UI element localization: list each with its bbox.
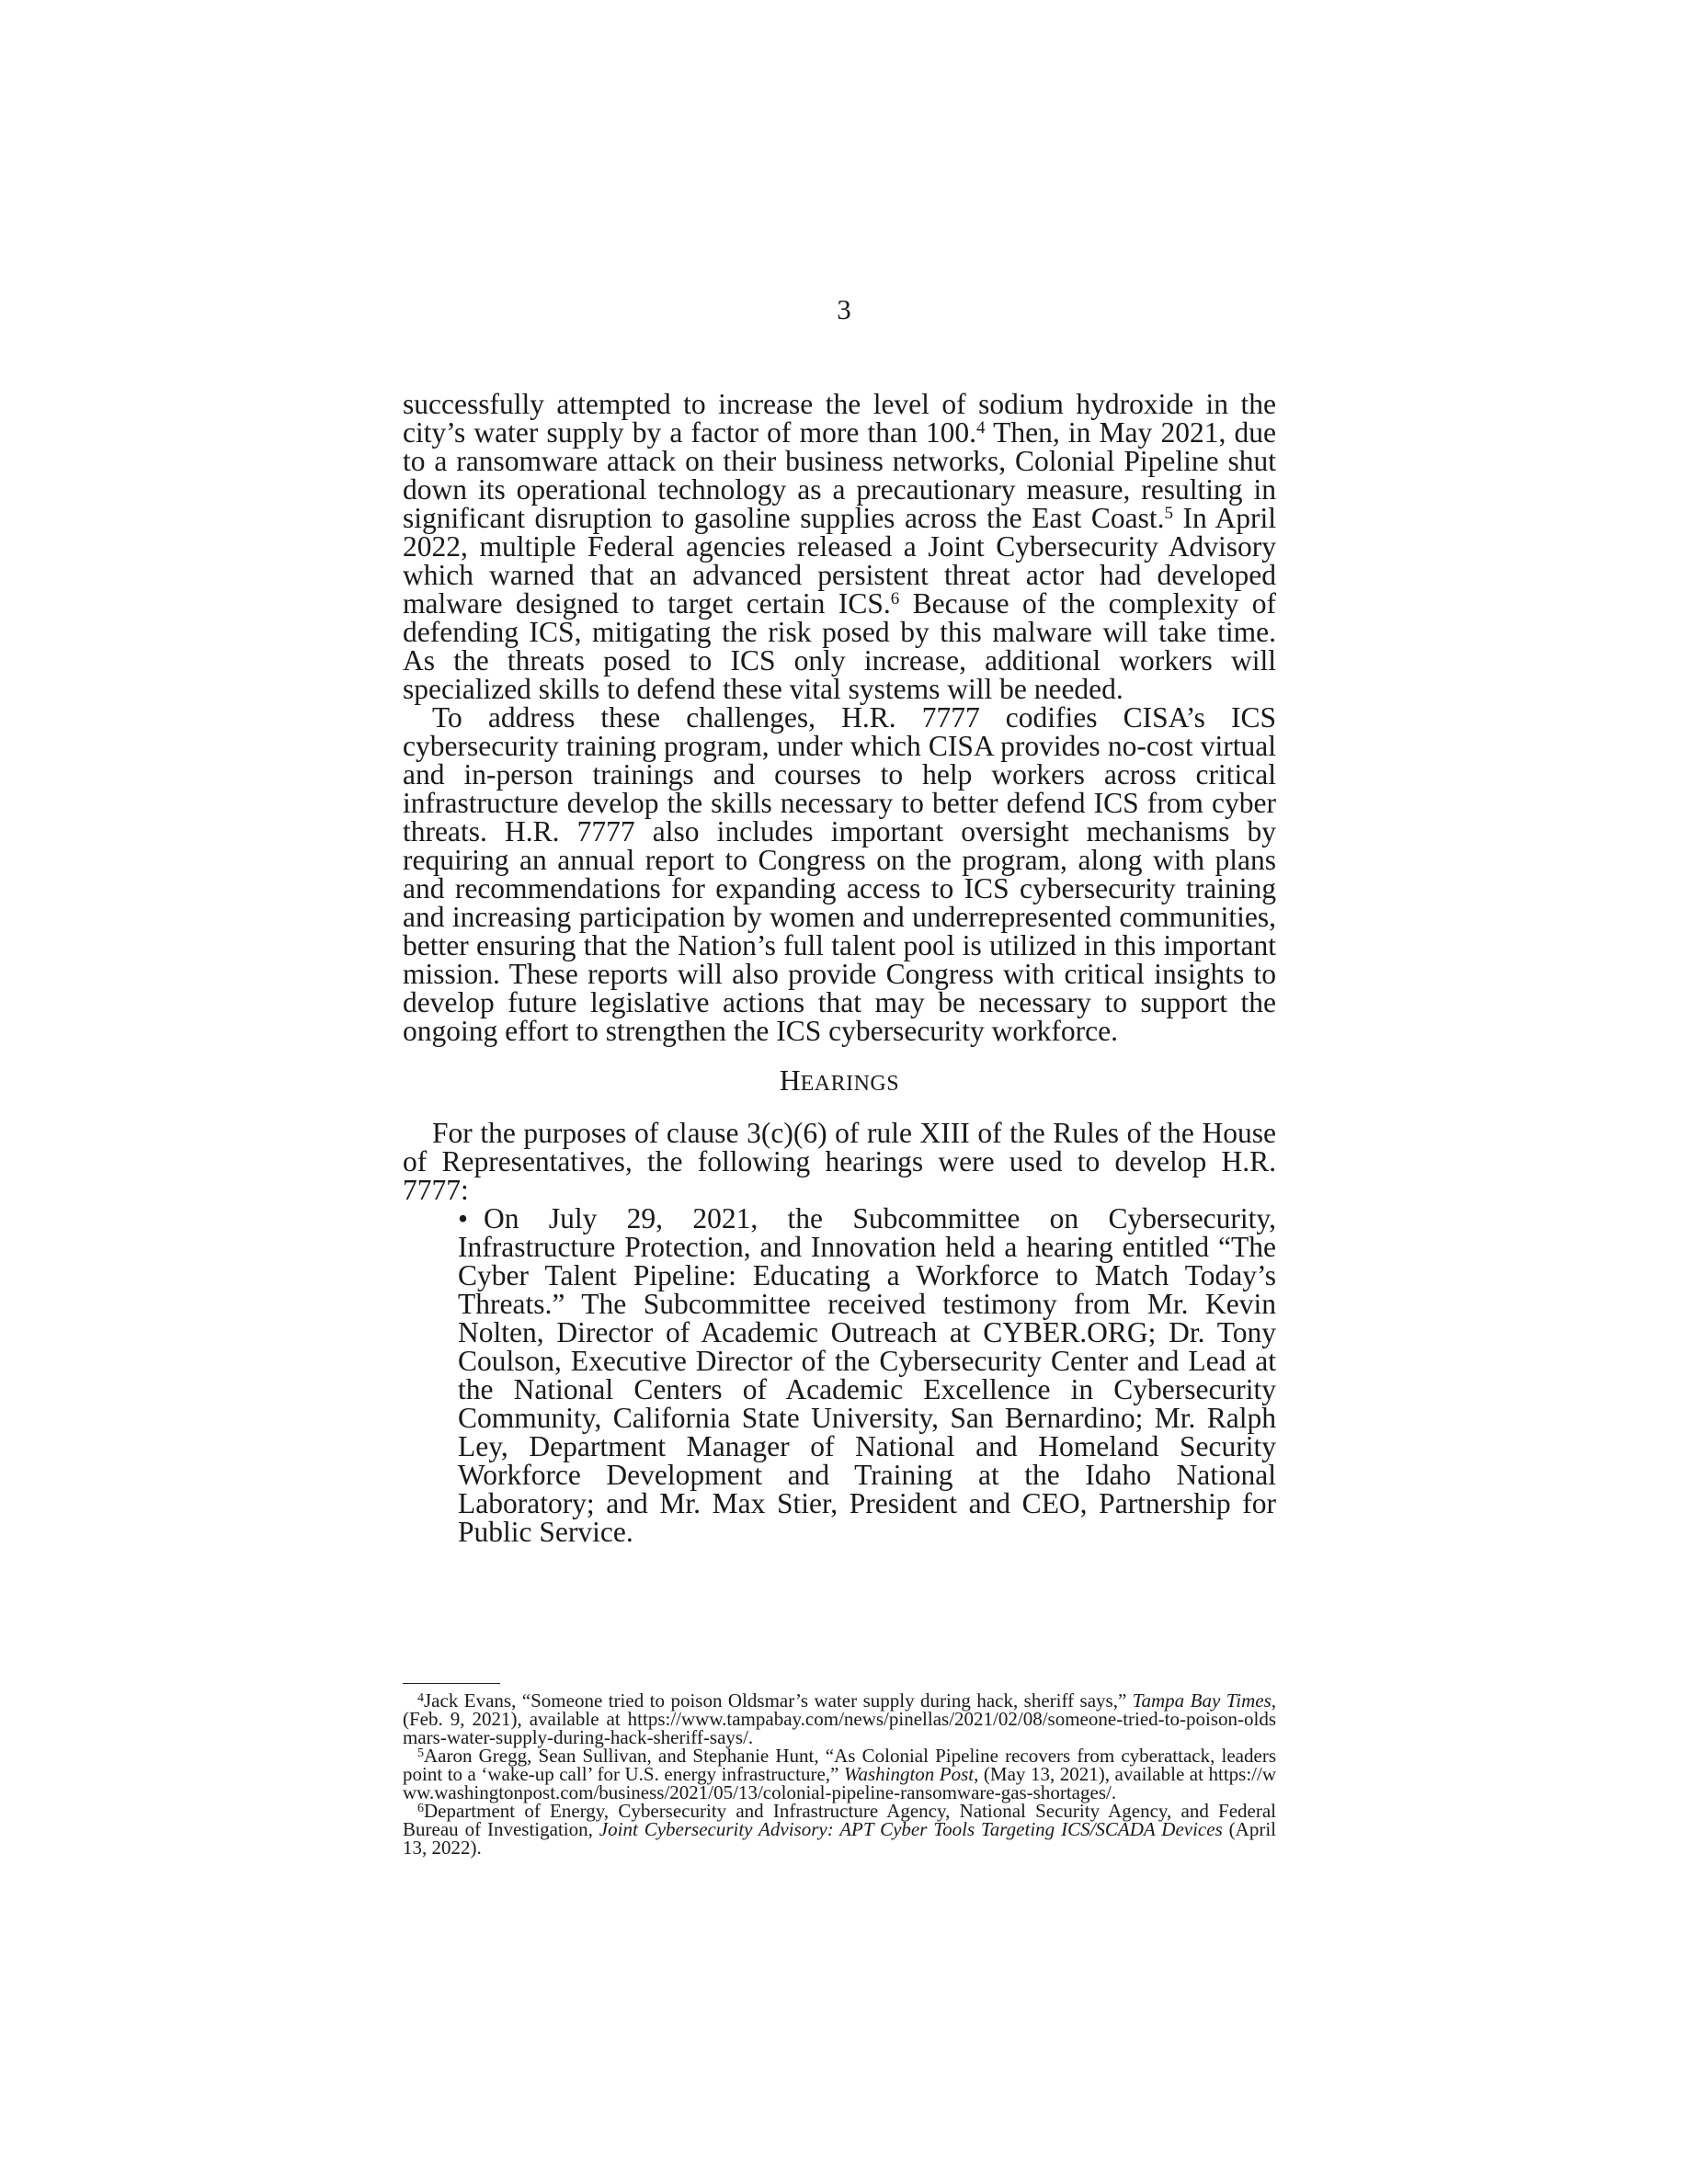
footnote-number: 6 xyxy=(417,1802,424,1815)
footnotes xyxy=(403,1691,1276,1857)
hearings-intro: For the purposes of clause 3(c)(6) of rule XIII of the Rules of the House of Representatives, the following hearings were used to develop H.R. 7777: xyxy=(403,1117,1276,1206)
footnote-text: Jack Evans, “Someone tried to poison Oldsmar’s water supply during hack, sheriff says,” xyxy=(424,1689,1133,1712)
heading-initial: H xyxy=(779,1064,801,1097)
section-heading-hearings xyxy=(403,1065,1276,1099)
footnote-number: 5 xyxy=(417,1746,424,1760)
footnote-ref-4[interactable]: 4 xyxy=(976,418,986,438)
paragraph-text: Because of the complexity of defending ICS, mitigating the risk posed by this malware will take time. As the threats posed to ICS only increase, additional workers will specialized skills to defend these vital systems will be needed. xyxy=(403,587,1276,705)
paragraph-text: In April 2022, multiple Federal agencies released a Joint Cybersecurity Advisory which warned that an advanced persistent threat actor had developed malware designed to target certain ICS. xyxy=(403,502,1276,620)
footnote-source-title: Joint Cybersecurity Advisory: APT Cyber Tools Targeting ICS/SCADA Devices xyxy=(599,1818,1223,1840)
hearing-list-item xyxy=(458,1204,1276,1546)
footnote-text: (Feb. 9, 2021), available at https://www.tampabay.com/news/pinellas/2021/02/08/someone-tried-to-poison-oldsmars-water-supply-during-hack-sheriff-says/. xyxy=(403,1708,1276,1748)
page-number: 3 xyxy=(837,293,851,325)
footnote-ref-5[interactable]: 5 xyxy=(1164,504,1173,523)
footnote-divider xyxy=(403,1683,500,1684)
paragraph-threats xyxy=(403,390,1276,703)
footnote-text: (April 13, 2022). xyxy=(403,1818,1276,1859)
hearing-description: On July 29, 2021, the Subcommittee on Cybersecurity, Infrastructure Protection, and Innovation held a hearing entitled “The Cyber Talent Pipeline: Educating a Workforce to Match Today’s Threats.” The Subcommittee received testimony from Mr. Kevin Nolten, Director of Academic Outreach at CYBER.ORG; Dr. Tony Coulson, Executive Director of the Cybersecurity Center and Lead at the National Centers of Academic Excellence in Cybersecurity Community, California State University, San Bernardino; Mr. Ralph Ley, Department Manager of National and Homeland Security Workforce Development and Training at the Idaho National Laboratory; and Mr. Max Stier, President and CEO, Partnership for Public Service. xyxy=(458,1202,1276,1548)
footnote-number: 4 xyxy=(417,1691,424,1705)
footnote-text: , (May 13, 2021), available at https://www.washingtonpost.com/business/2021/05/13/colonial-pipeline-ransomware-gas-shortages/. xyxy=(403,1763,1276,1803)
footnote-text: Aaron Gregg, Sean Sullivan, and Stephanie Hunt, “As Colonial Pipeline recovers from cyberattack, leaders point to a ‘wake-up call’ for U.S. energy infrastructure,” xyxy=(403,1745,1276,1785)
bullet-icon: • xyxy=(458,1202,469,1234)
footnote-6 xyxy=(403,1802,1276,1857)
footnote-ref-6[interactable]: 6 xyxy=(890,589,900,609)
footnote-5 xyxy=(403,1746,1276,1802)
footnote-source-title: Tampa Bay Times, xyxy=(1132,1689,1276,1712)
paragraph-hr7777: To address these challenges, H.R. 7777 codifies CISA’s ICS cybersecurity training program, under which CISA provides no-cost virtual and in-person trainings and courses to help workers across critical infrastructure develop the skills necessary to better defend ICS from cyber threats. H.R. 7777 also includes important oversight mechanisms by requiring an annual report to Congress on the program, along with plans and recommendations for expanding access to ICS cybersecurity training and increasing participation by women and underrepresented communities, better ensuring that the Nation’s full talent pool is utilized in this important mission. These reports will also provide Congress with critical insights to develop future legislative actions that may be necessary to support the ongoing effort to strengthen the ICS cybersecurity workforce. xyxy=(403,701,1276,1047)
paragraph-text: successfully attempted to increase the level of sodium hydroxide in the city’s water supply by a factor of more than 100. xyxy=(403,388,1276,449)
main-text xyxy=(403,390,1276,1546)
footnote-source-title: Washington Post xyxy=(843,1763,975,1785)
footnote-text: Department of Energy, Cybersecurity and Infrastructure Agency, National Security Agency, and Federal Bureau of Investigation, xyxy=(403,1800,1276,1840)
footnote-4 xyxy=(403,1691,1276,1746)
paragraph-text: Then, in May 2021, due to a ransomware attack on their business networks, Colonial Pipeline shut down its operational technology as a precautionary measure, resulting in significant disruption to gasoline supplies across the East Coast. xyxy=(403,416,1276,534)
heading-rest: EARINGS xyxy=(800,1072,900,1096)
